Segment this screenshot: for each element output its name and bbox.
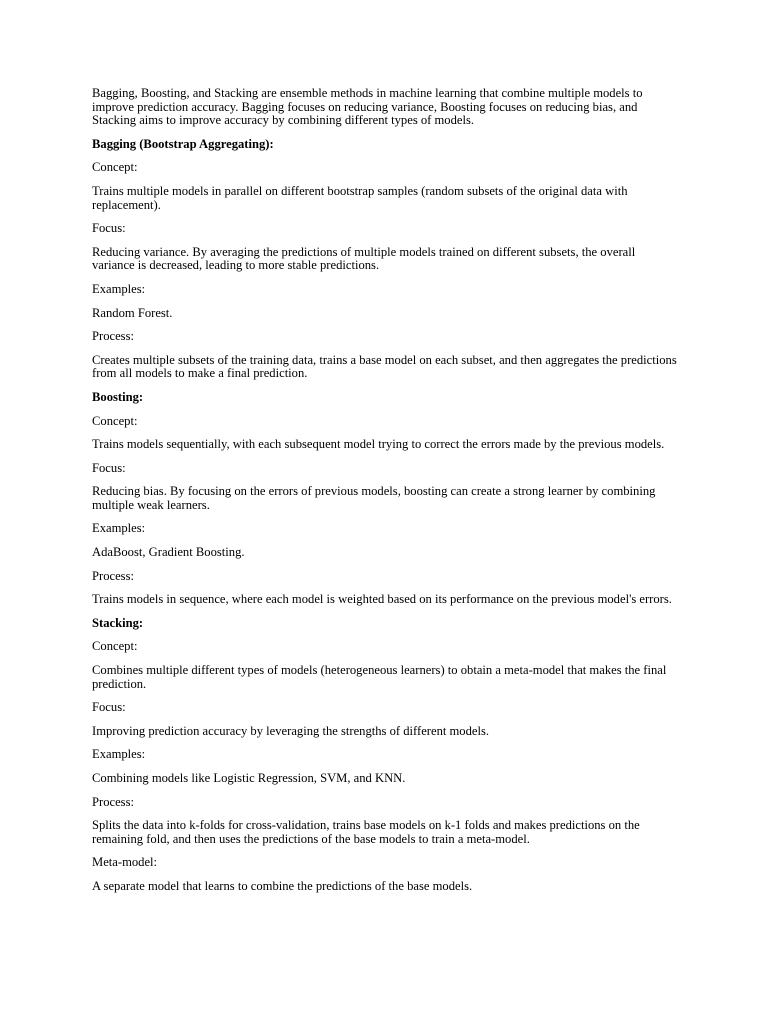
boosting-focus-label: Focus: <box>92 460 126 475</box>
stacking-meta-model-text: A separate model that learns to combine the predictions of the base models. <box>92 878 473 893</box>
bagging-focus-label: Focus: <box>92 221 126 236</box>
bagging-process-text: Creates multiple subsets of the training data, trains a base model on each subset, and then aggregates the predictions from all models to make a final prediction. <box>92 352 677 381</box>
boosting-heading: Boosting: <box>92 389 144 404</box>
boosting-concept-text: Trains models sequentially, with each subsequent model trying to correct the errors made by the previous models. <box>92 437 665 452</box>
stacking-focus-label: Focus: <box>92 700 126 715</box>
stacking-heading: Stacking: <box>92 615 144 630</box>
stacking-meta-model-label: Meta-model: <box>92 855 158 870</box>
stacking-concept-text: Combines multiple different types of models (heterogeneous learners) to obtain a meta-model that makes the final prediction. <box>92 663 667 691</box>
stacking-examples-label: Examples: <box>92 747 146 762</box>
boosting-process-label: Process: <box>92 568 134 583</box>
stacking-focus-text: Improving prediction accuracy by leveraging the strengths of different models. <box>92 723 490 738</box>
boosting-concept-label: Concept: <box>92 413 138 428</box>
boosting-process-text: Trains models in sequence, where each model is weighted based on its performance on the previous model's errors. <box>92 592 672 607</box>
bagging-focus-text: Reducing variance. By averaging the predictions of multiple models trained on different subsets, the overall variance is decreased, leading to more stable predictions. <box>92 244 636 273</box>
bagging-process-label: Process: <box>92 329 134 344</box>
boosting-examples-label: Examples: <box>92 521 146 536</box>
bagging-concept-label: Concept: <box>92 160 138 175</box>
stacking-examples-text: Combining models like Logistic Regression, SVM, and KNN. <box>92 771 406 785</box>
stacking-concept-label: Concept: <box>92 639 138 654</box>
stacking-process-text: Splits the data into k-folds for cross-validation, trains base models on k-1 folds and makes predictions on the remaining fold, and then uses the predictions of the base models to train a meta-model. <box>92 818 640 846</box>
intro-paragraph: Bagging, Boosting, and Stacking are ensemble methods in machine learning that combine multiple models to improve prediction accuracy. Bagging focuses on reducing variance, Boosting focuses on reducing bias, and Stacking aims to improve accuracy by combining different types of models. <box>92 86 643 128</box>
bagging-heading: Bagging (Bootstrap Aggregating): <box>92 136 274 151</box>
boosting-examples-text: AdaBoost, Gradient Boosting. <box>92 545 245 560</box>
boosting-focus-text: Reducing bias. By focusing on the errors of previous models, boosting can create a strong learner by combining multiple weak learners. <box>92 484 656 512</box>
stacking-process-label: Process: <box>92 794 134 809</box>
bagging-examples-text: Random Forest. <box>92 305 173 320</box>
bagging-concept-text: Trains multiple models in parallel on different bootstrap samples (random subsets of the original data with replacement). <box>92 183 628 212</box>
bagging-examples-label: Examples: <box>92 281 146 296</box>
document-page <box>92 87 678 904</box>
